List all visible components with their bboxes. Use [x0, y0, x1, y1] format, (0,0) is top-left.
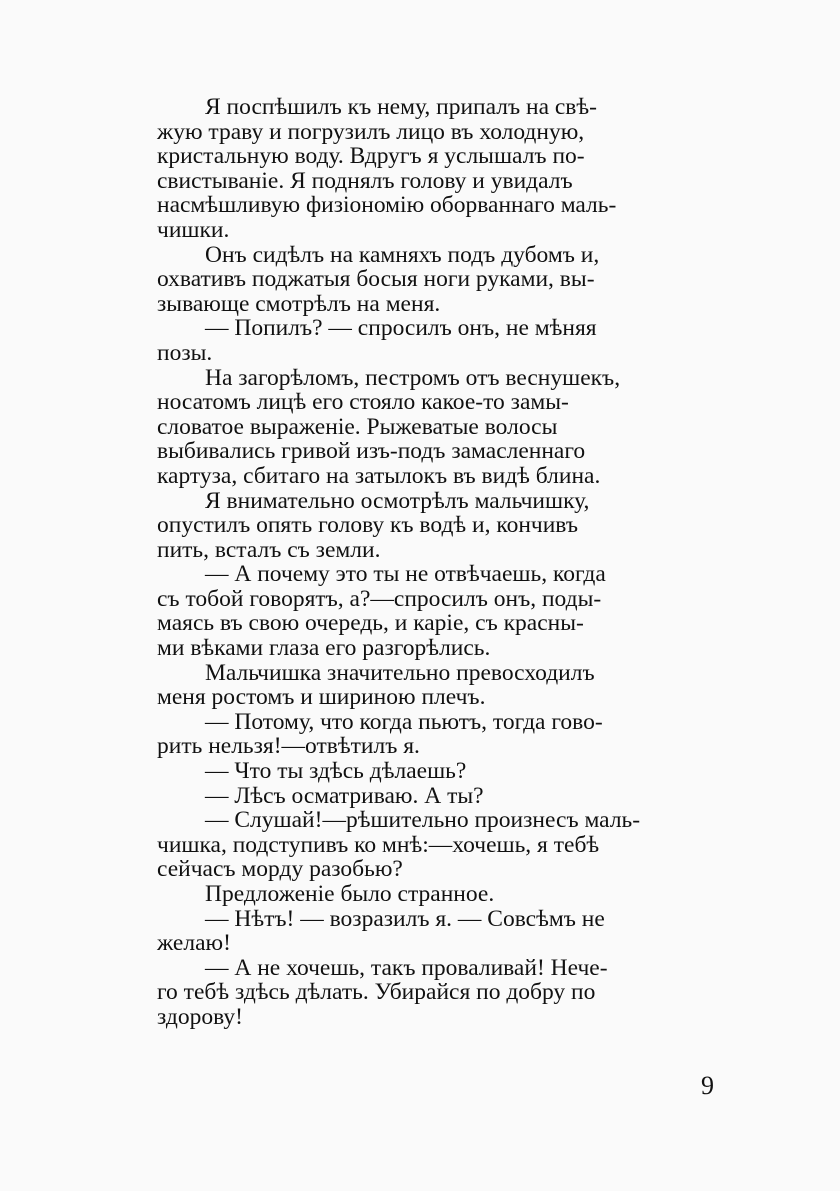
paragraph: — А почему это ты не отвѣчаешь, когда съ тобой говорятъ, а?—спросилъ онъ, поды- маясь въ свою очередь, и каріе, съ красны- ми вѣками глаза его разгорѣлись.: [157, 561, 606, 662]
paragraph: Мальчишка значительно превосходилъ меня ростомъ и шириною плечъ.: [157, 659, 595, 711]
paragraph: — Попилъ? — спросилъ онъ, не мѣняя позы.: [157, 315, 597, 366]
paragraph: — Что ты здѣсь дѣлаешь?: [205, 758, 467, 785]
paragraph: Я поспѣшилъ къ нему, припалъ на свѣ- жую траву и погрузилъ лицо въ холодную, кристальную воду. Вдругъ я услышалъ по- свистываніе. Я поднялъ голову и увидалъ насмѣшливую физіономію оборваннаго маль- чишки.: [157, 94, 617, 243]
page-number: 9: [701, 1071, 714, 1100]
paragraph: — Слушай!—рѣшительно произнесъ маль- чишка, подступивъ ко мнѣ:—хочешь, я тебѣ сейчасъ морду разобью?: [157, 807, 641, 883]
body-text: [157, 95, 722, 1030]
paragraph: На загорѣломъ, пестромъ отъ веснушекъ, носатомъ лицѣ его стояло какое-то замы- словатое выраженіе. Рыжеватые волосы выбивались гривой изъ-подъ замасленнаго картуза, сбитаго на затылокъ въ видѣ блина.: [157, 364, 621, 489]
paragraph: — Потому, что когда пьютъ, тогда гово- рить нельзя!—отвѣтилъ я.: [157, 708, 603, 760]
paragraph: — А не хочешь, такъ проваливай! Нече- го тебѣ здѣсь дѣлать. Убирайся по добру по здорову!: [157, 954, 608, 1030]
paragraph: Я внимательно осмотрѣлъ мальчишку, опустилъ опять голову къ водѣ и, кончивъ пить, всталъ съ земли.: [157, 487, 590, 563]
paragraph: — Лѣсъ осматриваю. А ты?: [205, 782, 484, 809]
paragraph: Предложеніе было странное.: [205, 881, 495, 907]
paragraph: Онъ сидѣлъ на камняхъ подъ дубомъ и, охвативъ поджатыя босыя ноги руками, вы- зывающе смотрѣлъ на меня.: [157, 241, 600, 317]
paragraph: — Нѣтъ! — возразилъ я. — Совсѣмъ не желаю!: [157, 905, 605, 957]
